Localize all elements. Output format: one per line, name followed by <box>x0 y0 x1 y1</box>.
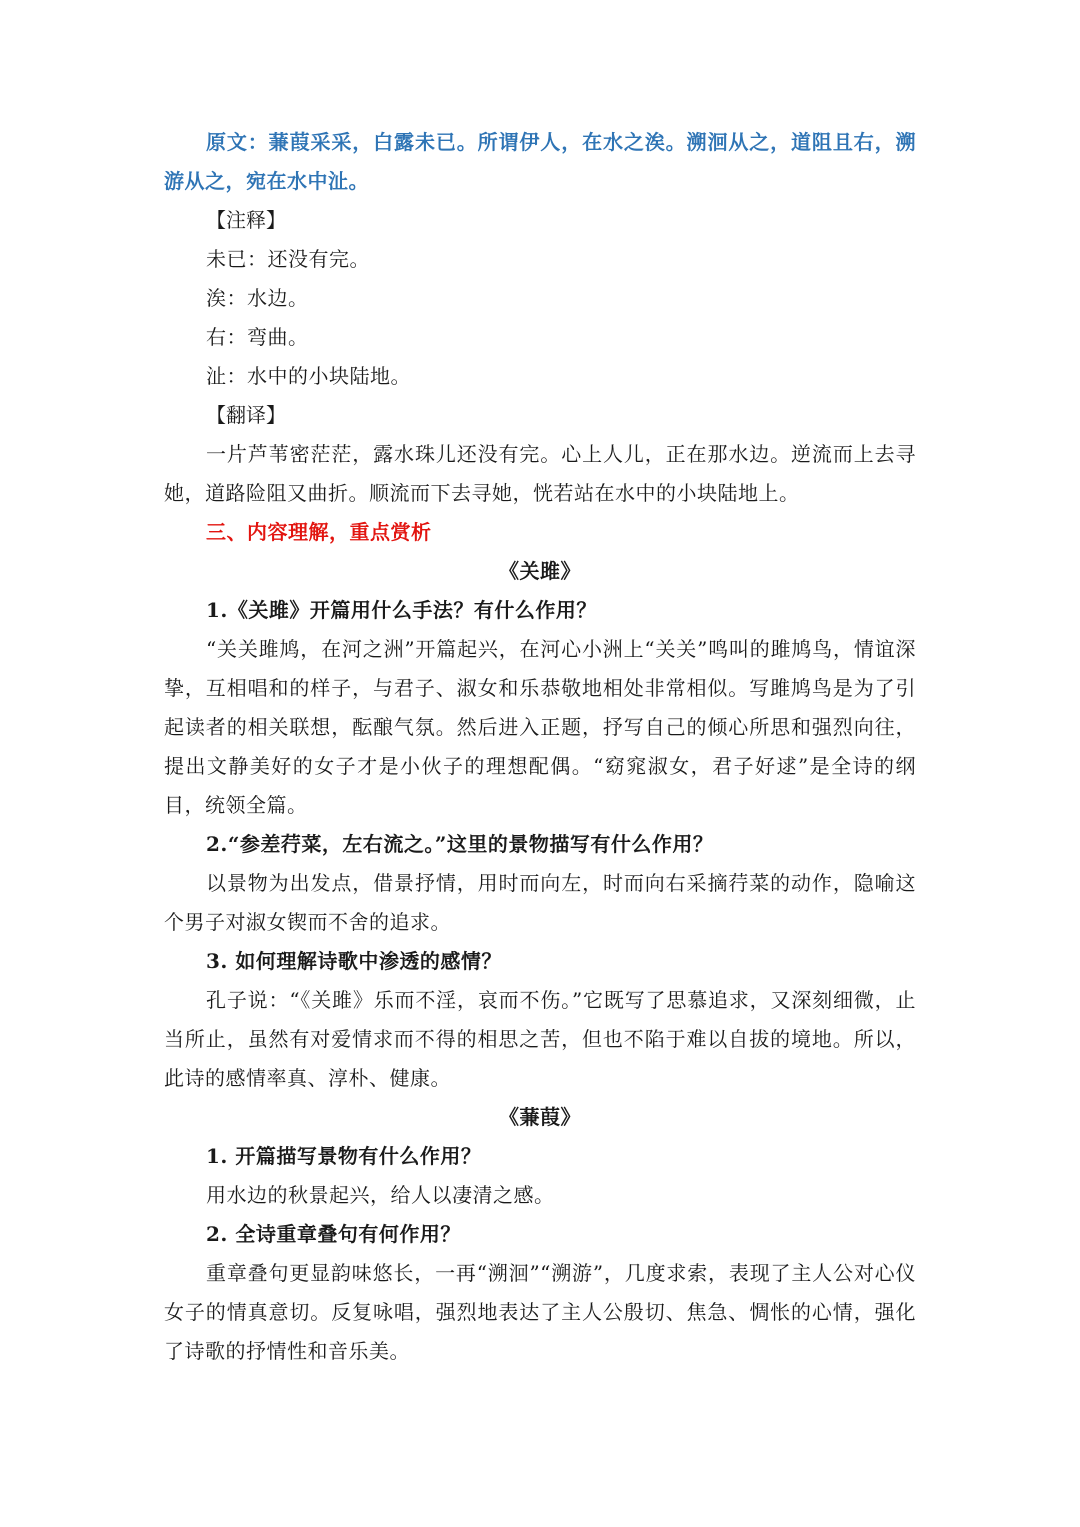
section-heading: 三、内容理解，重点赏析 <box>206 520 432 544</box>
question: 1. 开篇描写景物有什么作用？ <box>206 1144 482 1168</box>
answer: 孔子说：“《关雎》乐而不淫，哀而不伤。”它既写了思慕追求，又深刻细微，止当所止，虽然有对爱情求而不得的相思之苦，但也不陷于难以自拔的境地。所以，此诗的感情率真、淳朴、健康。 <box>164 988 916 1090</box>
poem-title-guanju: 《关雎》 <box>499 559 581 583</box>
note-item: 涘：水边。 <box>206 286 309 310</box>
answer: “关关雎鸠，在河之洲”开篇起兴，在河心小洲上“关关”鸣叫的雎鸠鸟，情谊深挚，互相唱和的样子，与君子、淑女和乐恭敬地相处非常相似。写雎鸠鸟是为了引起读者的相关联想，酝酿气氛。然后进入正题，抒写自己的倾心所思和强烈向往，提出文静美好的女子才是小伙子的理想配偶。“窈窕淑女，君子好逑”是全诗的纲目，统领全篇。 <box>164 637 916 817</box>
question: 2.“参差荇菜，左右流之。”这里的景物描写有什么作用？ <box>206 832 714 856</box>
translation-text: 一片芦苇密茫茫，露水珠儿还没有完。心上人儿，正在那水边。逆流而上去寻她，道路险阻又曲折。顺流而下去寻她，恍若站在水中的小块陆地上。 <box>164 442 916 505</box>
poem-title-jianjia: 《蒹葭》 <box>499 1105 581 1129</box>
note-item: 沚：水中的小块陆地。 <box>206 364 411 388</box>
question: 3. 如何理解诗歌中渗透的感情？ <box>206 949 502 973</box>
note-item: 右：弯曲。 <box>206 325 309 349</box>
original-text: 原文：蒹葭采采，白露未已。所谓伊人，在水之涘。溯洄从之，道阻且右，溯游从之，宛在水中沚。 <box>164 130 916 193</box>
document-page <box>164 123 916 1371</box>
translation-heading: 【翻译】 <box>206 403 286 427</box>
answer: 用水边的秋景起兴，给人以凄清之感。 <box>206 1183 555 1207</box>
notes-heading: 【注释】 <box>206 208 286 232</box>
question: 1.《关雎》开篇用什么手法？有什么作用？ <box>206 598 597 622</box>
answer: 重章叠句更显韵味悠长，一再“溯洄”“溯游”，几度求索，表现了主人公对心仪女子的情真意切。反复咏唱，强烈地表达了主人公殷切、焦急、惆怅的心情，强化了诗歌的抒情性和音乐美。 <box>164 1261 916 1363</box>
question: 2. 全诗重章叠句有何作用？ <box>206 1222 461 1246</box>
answer: 以景物为出发点，借景抒情，用时而向左，时而向右采摘荇菜的动作，隐喻这个男子对淑女锲而不舍的追求。 <box>164 871 916 934</box>
note-item: 未已：还没有完。 <box>206 247 370 271</box>
